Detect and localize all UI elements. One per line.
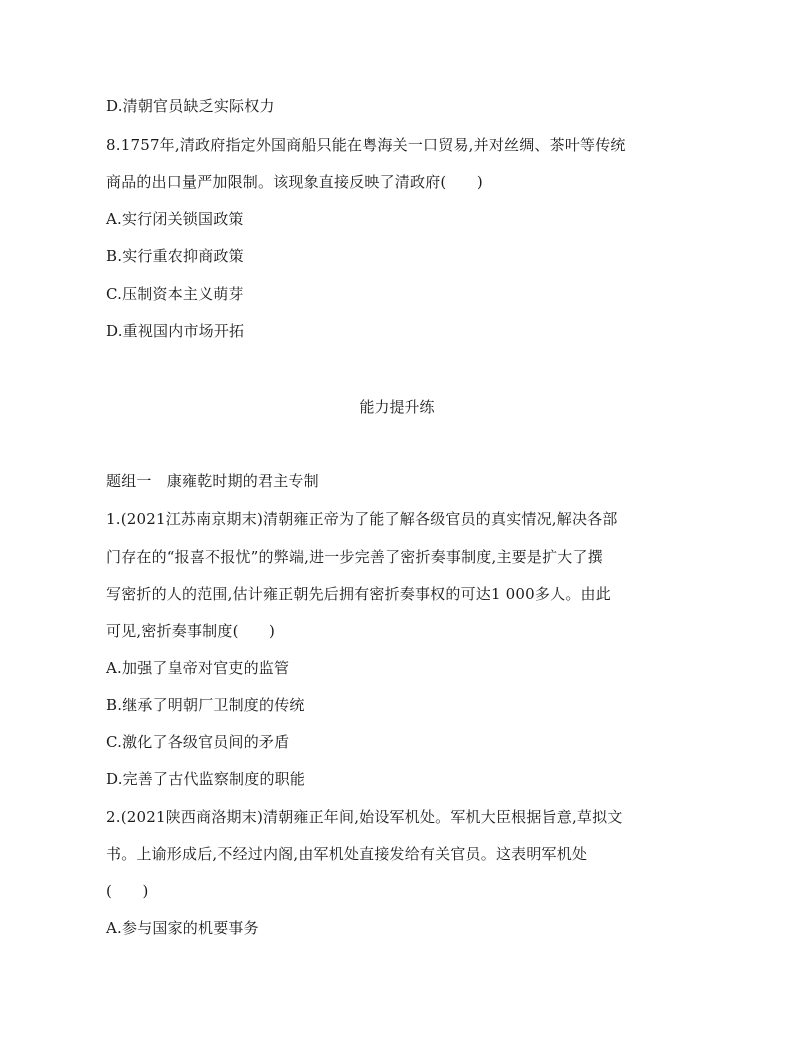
q2-stem-line-2: 书。上谕形成后,不经过内阁,由军机处直接发给有关官员。这表明军机处 [106,845,588,863]
q8-option-c: C.压制资本主义萌芽 [106,285,244,303]
q1-option-c: C.激化了各级官员间的矛盾 [106,733,290,751]
q8-option-d: D.重视国内市场开拓 [106,322,245,340]
q2-stem-line-3: ( ) [106,882,149,900]
section-title: 能力提升练 [359,398,435,416]
q2-stem-line-1: 2.(2021陕西商洛期末)清朝雍正年间,始设军机处。军机大臣根据旨意,草拟文 [106,808,623,826]
q8-option-a: A.实行闭关锁国政策 [106,210,244,228]
q1-stem-line-2: 门存在的“报喜不报忧”的弊端,进一步完善了密折奏事制度,主要是扩大了撰 [106,548,603,566]
q1-option-d: D.完善了古代监察制度的职能 [106,770,306,788]
group-title: 题组一 康雍乾时期的君主专制 [106,472,319,490]
q8-option-b: B.实行重农抑商政策 [106,247,244,265]
q7-option-d: D.清朝官员缺乏实际权力 [106,97,275,115]
q1-stem-line-4: 可见,密折奏事制度( ) [106,622,276,640]
q1-option-a: A.加强了皇帝对官吏的监管 [106,659,290,677]
q1-option-b: B.继承了明朝厂卫制度的传统 [106,696,305,714]
q2-option-a: A.参与国家的机要事务 [106,919,259,937]
q1-stem-line-3: 写密折的人的范围,估计雍正朝先后拥有密折奏事权的可达1 000多人。由此 [106,585,611,603]
q8-stem-line-2: 商品的出口量严加限制。该现象直接反映了清政府( ) [106,173,483,191]
q1-stem-line-1: 1.(2021江苏南京期末)清朝雍正帝为了能了解各级官员的真实情况,解决各部 [106,510,618,528]
q8-stem-line-1: 8.1757年,清政府指定外国商船只能在粤海关一口贸易,并对丝绸、茶叶等传统 [106,136,626,154]
